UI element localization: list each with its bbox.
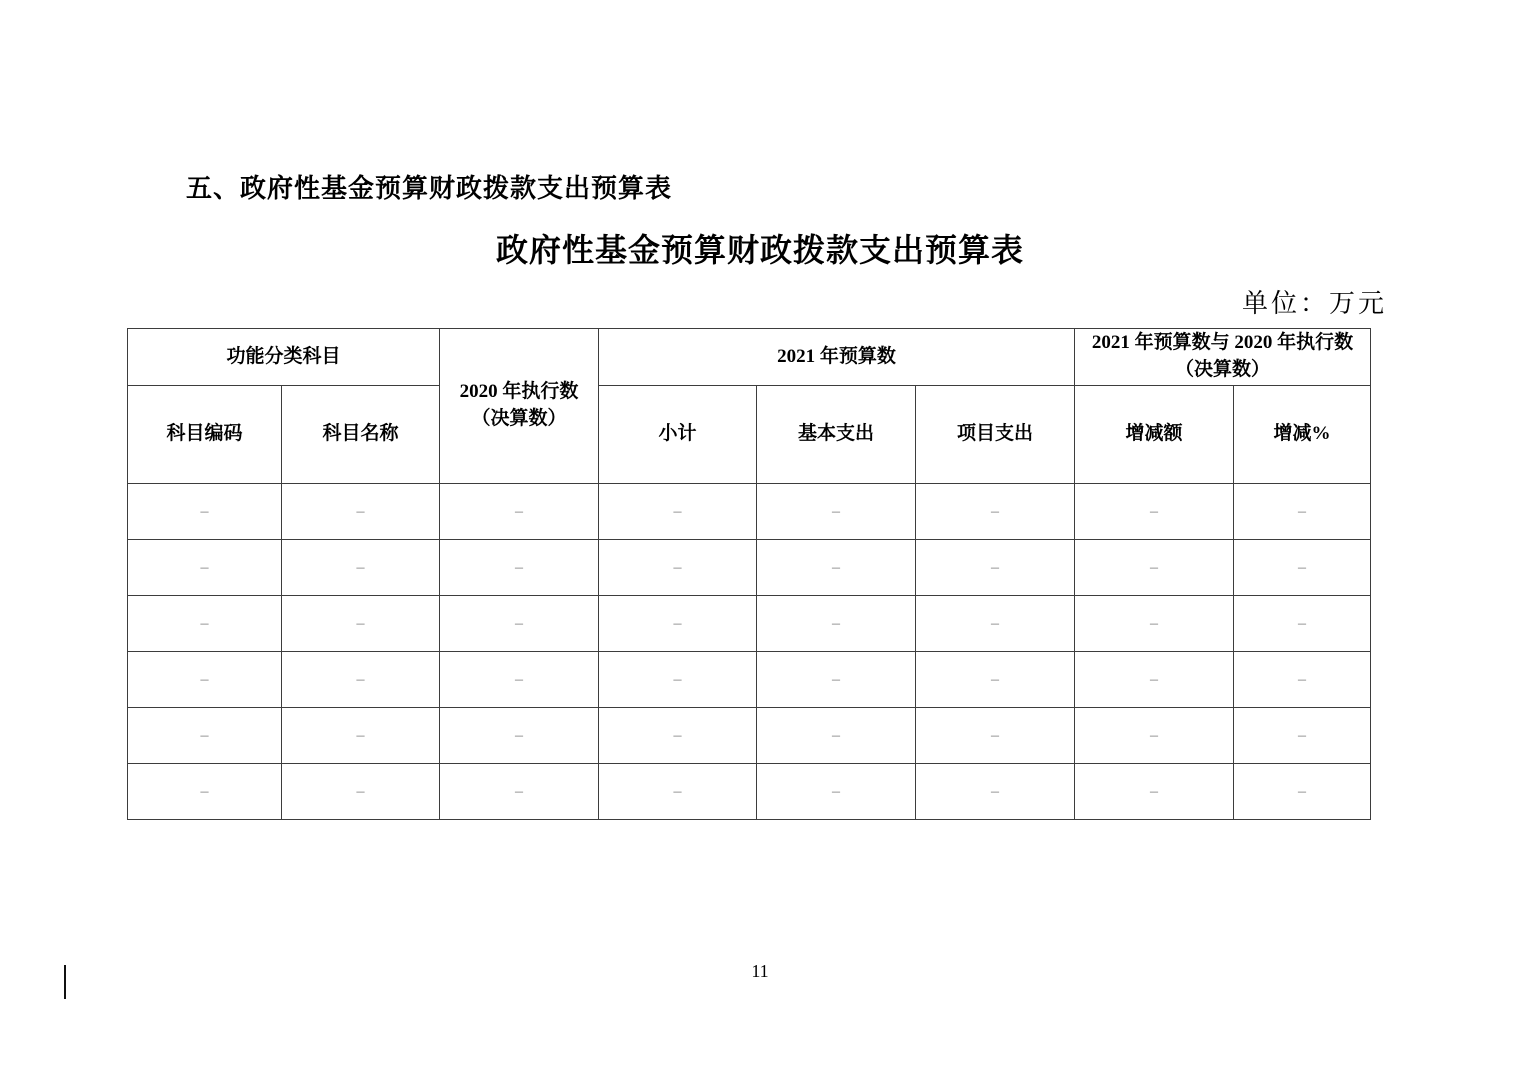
data-cell: – <box>128 484 282 540</box>
data-cell: – <box>128 540 282 596</box>
data-cell: – <box>128 708 282 764</box>
data-cell: – <box>757 708 916 764</box>
data-cell: – <box>757 652 916 708</box>
header-exec-2020-line2: （决算数） <box>471 408 567 429</box>
data-cell: – <box>128 764 282 820</box>
data-cell: – <box>757 596 916 652</box>
table-row <box>128 596 1371 652</box>
header-exec-2020 <box>440 329 599 484</box>
data-cell: – <box>916 596 1075 652</box>
table-row <box>128 708 1371 764</box>
header-compare-group-line1: 2021 年预算数与 2020 年执行数 <box>1091 332 1354 354</box>
table-row <box>128 764 1371 820</box>
data-cell: – <box>440 652 599 708</box>
header-compare-group-line2: （决算数） <box>1175 359 1271 380</box>
data-cell: – <box>440 484 599 540</box>
header-function-group: 功能分类科目 <box>128 329 440 386</box>
data-cell: – <box>440 540 599 596</box>
table-row <box>128 540 1371 596</box>
data-cell: – <box>282 540 440 596</box>
header-exec-2020-line1: 2020 年执行数 <box>459 381 579 403</box>
data-cell: – <box>1234 652 1371 708</box>
data-cell: – <box>1075 652 1234 708</box>
data-cell: – <box>916 540 1075 596</box>
unit-label: 单位：万元 <box>1241 289 1387 318</box>
data-cell: – <box>757 484 916 540</box>
table-row <box>128 484 1371 540</box>
header-budget-2021-group: 2021 年预算数 <box>599 329 1075 386</box>
header-project-expense: 项目支出 <box>916 386 1075 484</box>
data-cell: – <box>1234 764 1371 820</box>
data-cell: – <box>757 764 916 820</box>
data-cell: – <box>599 764 757 820</box>
data-cell: – <box>757 540 916 596</box>
header-change-amount: 增减额 <box>1075 386 1234 484</box>
data-cell: – <box>282 708 440 764</box>
data-cell: – <box>599 708 757 764</box>
data-cell: – <box>440 708 599 764</box>
data-cell: – <box>282 652 440 708</box>
header-subject-name: 科目名称 <box>282 386 440 484</box>
data-cell: – <box>599 652 757 708</box>
data-cell: – <box>1234 596 1371 652</box>
data-cell: – <box>916 652 1075 708</box>
change-bar-marker <box>64 965 66 999</box>
header-row-columns <box>128 386 1371 484</box>
table-row <box>128 652 1371 708</box>
data-cell: – <box>1234 540 1371 596</box>
data-cell: – <box>599 540 757 596</box>
data-cell: – <box>1075 764 1234 820</box>
data-cell: – <box>1075 708 1234 764</box>
data-cell: – <box>128 596 282 652</box>
data-cell: – <box>282 764 440 820</box>
data-cell: – <box>599 484 757 540</box>
data-cell: – <box>916 708 1075 764</box>
data-cell: – <box>1075 596 1234 652</box>
data-cell: – <box>282 484 440 540</box>
header-compare-group <box>1075 329 1371 386</box>
data-cell: – <box>440 764 599 820</box>
budget-table <box>127 328 1371 820</box>
data-cell: – <box>1234 484 1371 540</box>
table-title: 政府性基金预算财政拨款支出预算表 <box>495 232 1024 268</box>
data-cell: – <box>1075 484 1234 540</box>
data-cell: – <box>440 596 599 652</box>
page-number: 11 <box>751 961 769 981</box>
data-cell: – <box>1234 708 1371 764</box>
header-change-percent: 增减% <box>1234 386 1371 484</box>
data-cell: – <box>916 764 1075 820</box>
section-heading: 五、政府性基金预算财政拨款支出预算表 <box>186 173 673 203</box>
header-row-groups <box>128 329 1371 386</box>
header-subtotal: 小计 <box>599 386 757 484</box>
data-cell: – <box>916 484 1075 540</box>
data-cell: – <box>599 596 757 652</box>
header-subject-code: 科目编码 <box>128 386 282 484</box>
table-body <box>128 484 1371 820</box>
data-cell: – <box>282 596 440 652</box>
data-cell: – <box>1075 540 1234 596</box>
header-basic-expense: 基本支出 <box>757 386 916 484</box>
data-cell: – <box>128 652 282 708</box>
